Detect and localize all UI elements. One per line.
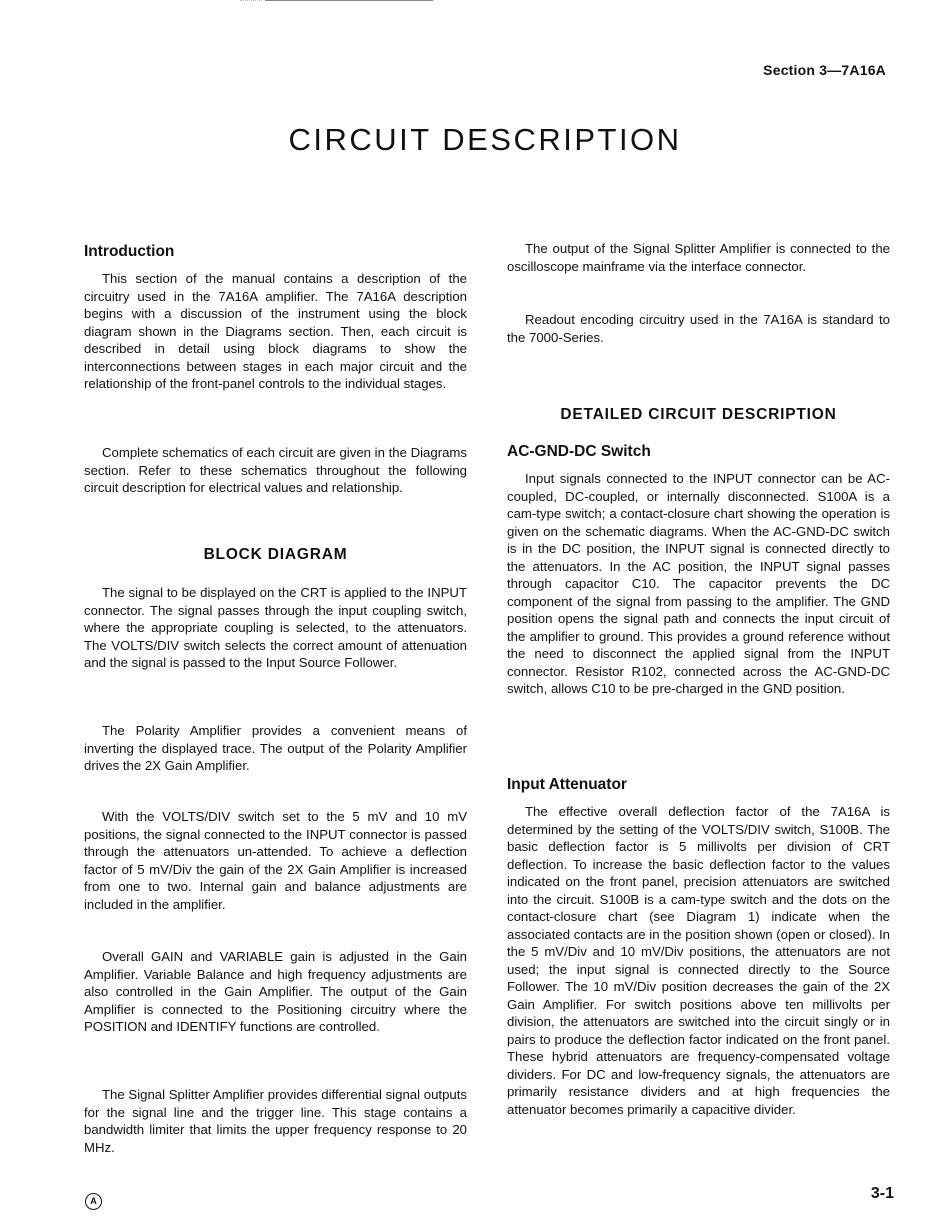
- section-header: Section 3—7A16A: [763, 62, 886, 78]
- ac-gnd-dc-paragraph: Input signals connected to the INPUT connector can be AC-coupled, DC-coupled, or internally disconnected. S100A is a cam-type switch; a contact-closure chart showing the operation is given on the schematic diagrams. When the AC-GND-DC switch is in the DC position, the INPUT signal is connected directly to the attenuators. In the AC position, the INPUT signal passes through capacitor C10. The capacitor prevents the DC component of the signal from passing to the amplifier. The GND position opens the signal path and connects the input circuit of the amplifier to ground. This provides a ground reference without the need to disconnect the applied signal from the INPUT connector. Resistor R102, connected across the AC-GND-DC switch, allows C10 to be pre-charged in the GND position.: [507, 471, 890, 696]
- detailed-description-heading: DETAILED CIRCUIT DESCRIPTION: [560, 406, 837, 423]
- input-attenuator-paragraph: The effective overall deflection factor of the 7A16A is determined by the setting of the VOLTS/DIV switch, S100B. The basic deflection factor is 5 millivolts per division of CRT deflection. To increase the basic deflection factor to the values indicated on the front panel, precision attenuators are switched into the circuit. S100B is a cam-type switch and the dots on the contact-closure chart (see Diagram 1) indicate when the associated contacts are in the position shown (open or closed). In the 5 mV/Div and 10 mV/Div positions, the attenuators are not used; the input signal is connected directly to the Source Follower. The 10 mV/Div position decreases the gain of the 2X Gain Amplifier. For switch positions above ten millivolts per division, the attenuators are switched into the circuit singly or in pairs to produce the deflection factor indicated on the front panel. These hybrid attenuators are frequency-compensated voltage dividers. For DC and low-frequency signals, the attenuators are primarily resistance dividers and at high frequencies the attenuator becomes primarily a capacitive divider.: [507, 804, 890, 1117]
- introduction-heading: Introduction: [84, 243, 175, 260]
- publisher-logo: A: [85, 1193, 102, 1210]
- scan-mark-faint: [240, 0, 262, 1]
- block-diagram-paragraph-3: With the VOLTS/DIV switch set to the 5 mV and 10 mV positions, the signal connected to the INPUT connector is passed through the attenuators un-attended. To achieve a deflection factor of 5 mV/Div the gain of the 2X Gain Amplifier is increased from one to two. Internal gain and balance adjustments are included in the amplifier.: [84, 809, 467, 912]
- introduction-paragraph-2: Complete schematics of each circuit are given in the Diagrams section. Refer to these schematics throughout the following circuit description for electrical values and relationship.: [84, 445, 468, 495]
- ac-gnd-dc-heading: AC-GND-DC Switch: [507, 443, 651, 460]
- block-diagram-paragraph-2: The Polarity Amplifier provides a convenient means of inverting the displayed trace. The output of the Polarity Amplifier drives the 2X Gain Amplifier.: [84, 723, 467, 773]
- input-attenuator-heading: Input Attenuator: [507, 776, 627, 793]
- introduction-paragraph-1: This section of the manual contains a description of the circuitry used in the 7A16A amplifier. The 7A16A description begins with a discussion of the instrument using the block diagram shown in the Diagrams section. Then, each circuit is described in detail using block diagrams to show the interconnections between stages in each major circuit and the relationship of the front-panel controls to the individual stages.: [84, 271, 467, 391]
- block-diagram-paragraph-1: The signal to be displayed on the CRT is applied to the INPUT connector. The signal passes through the input coupling switch, where the appropriate coupling is selected, to the attenuators. The VOLTS/DIV switch selects the correct amount of attenuation and the signal is passed to the Input Source Follower.: [84, 585, 467, 670]
- block-diagram-paragraph-5: The Signal Splitter Amplifier provides differential signal outputs for the signal line and the trigger line. This stage contains a bandwidth limiter that limits the upper frequency response to 20 MHz.: [84, 1087, 467, 1155]
- readout-paragraph: Readout encoding circuitry used in the 7A16A is standard to the 7000-Series.: [507, 312, 890, 345]
- block-diagram-paragraph-4: Overall GAIN and VARIABLE gain is adjusted in the Gain Amplifier. Variable Balance and high frequency adjustments are also controlled in the Gain Amplifier. The output of the Gain Amplifier is connected to the Positioning circuitry where the POSITION and IDENTIFY functions are controlled.: [84, 949, 467, 1034]
- block-diagram-heading: BLOCK DIAGRAM: [203, 546, 348, 563]
- signal-splitter-paragraph: The output of the Signal Splitter Amplifier is connected to the oscilloscope mainframe via the interface connector.: [507, 241, 890, 274]
- page-title: CIRCUIT DESCRIPTION: [288, 122, 682, 157]
- page-number: 3-1: [870, 1185, 894, 1202]
- scan-mark: [265, 0, 433, 1]
